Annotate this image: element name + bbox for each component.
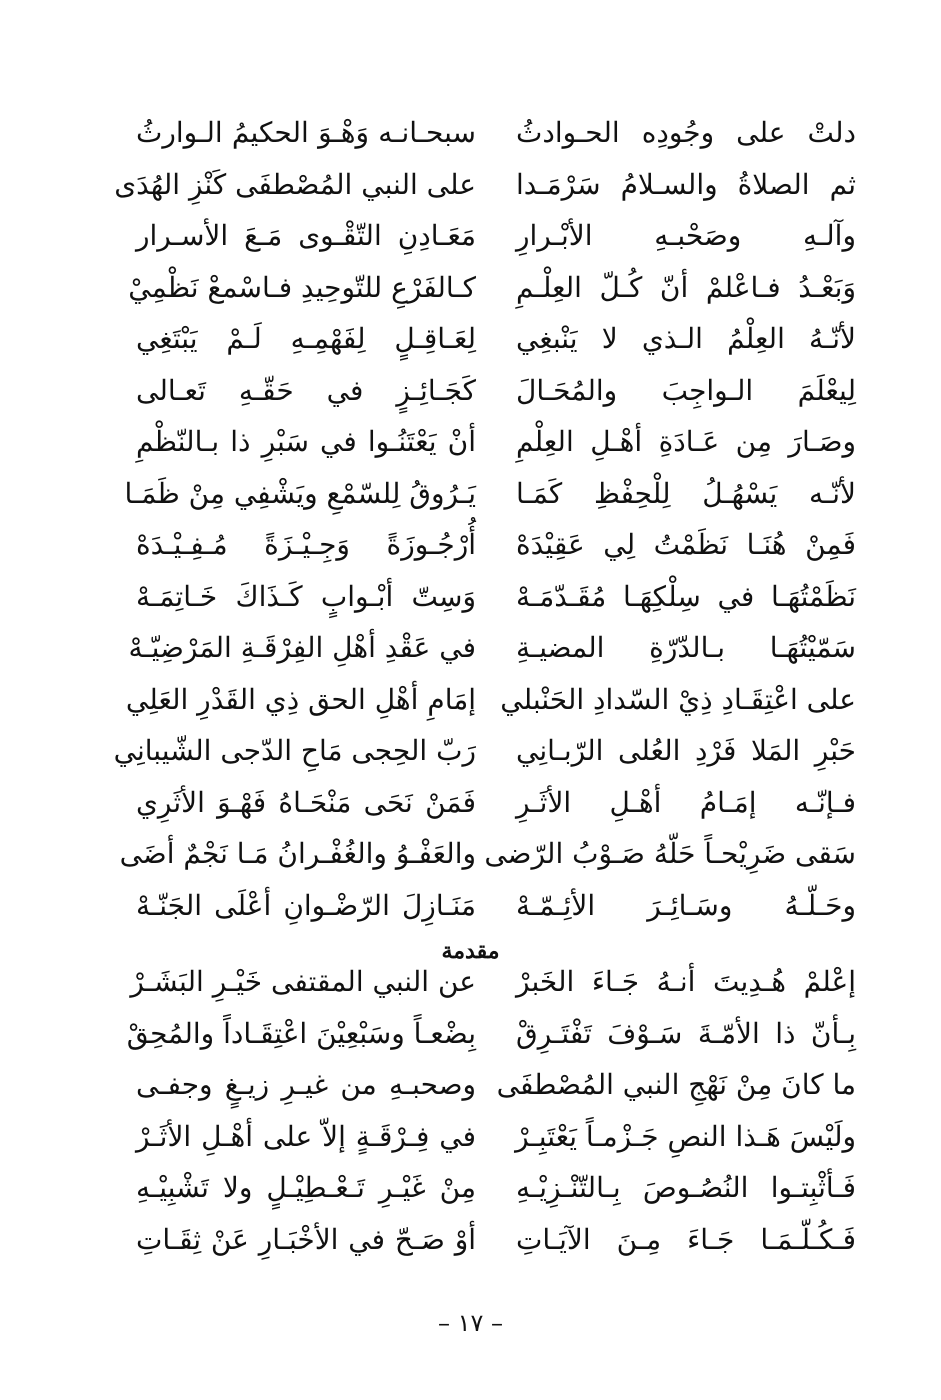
page-number: – ١٧ – xyxy=(437,1309,504,1337)
second-hemistich: كـالفَرْعِ للتّوحِيدِ فـاسْمعْ نَظْمِيْ xyxy=(128,270,476,304)
second-hemistich: والعَفْـوُ والغُفْـرانُ مَـا نَجْمٌ أضَى xyxy=(119,837,476,870)
first-hemistich: إعْلمْ هُـدِيتَ أنـهُ جَـاءَ الخَبرْ xyxy=(516,965,856,998)
second-hemistich: مِنْ غَيْـرِ تَـعْـطِيْـلٍ ولا تَشْبِيْـهِ xyxy=(136,1171,476,1204)
couplet xyxy=(0,828,941,880)
first-hemistich: فَمِنْ هُنَـا نَظَمْتُ لِي عَقِيْدَهْ xyxy=(516,528,856,561)
couplet xyxy=(0,571,941,623)
first-hemistich: نَظَمْتُهَـا في سِلْكِهَـا مُقَـدّمَـهْ xyxy=(516,579,856,613)
second-hemistich: لِعَـاقِـلٍ لِفَهْمِـهِ لَـمْ يَبْتَغِي xyxy=(136,322,476,355)
couplet xyxy=(0,416,941,468)
first-hemistich: فَـأثْبِتـوا النُصُـوصَ بِـالتّنْـزِيْـهِ xyxy=(516,1171,856,1204)
couplet xyxy=(0,468,941,520)
first-hemistich: وآلـهِ وصَحْبـهِ الأبْـرارِ xyxy=(516,219,856,252)
first-hemistich: لأنّـهُ العِلْمُ الـذي لا يَنْبغِي xyxy=(516,322,856,355)
couplet xyxy=(0,674,941,726)
couplet xyxy=(0,107,941,159)
first-hemistich: لِيعْلَمَ الـواجِبَ والمُحَـالَ xyxy=(516,373,856,407)
second-hemistich: سبحـانـه وَهْـوَ الحكيمُ الـوارثُ xyxy=(136,116,476,149)
first-hemistich: سَمّيْتُهَـا بـالدّرّةِ المضيـةِ xyxy=(516,631,856,664)
couplet xyxy=(0,210,941,262)
poem-part-2 xyxy=(0,956,941,1265)
first-hemistich: وَبَعْـدُ فـاعْلمْ أنّ كُـلّ العِلْـمِ xyxy=(516,270,856,304)
first-hemistich: سَقى ضَرِيْحـاً حَلّهُ صَـوْبُ الرّضى xyxy=(484,837,856,870)
second-hemistich: فَمَنْ نَحَى مَنْحَـاهُ فَهْـوَ الأثَرِي xyxy=(136,785,476,819)
couplet xyxy=(0,1214,941,1266)
couplet xyxy=(0,1111,941,1163)
second-hemistich: رَبّ الحِجى مَاحِ الدّجى الشّيبانِي xyxy=(113,734,476,767)
first-hemistich: دلتْ على وجُودِه الحـوادثُ xyxy=(516,116,856,149)
couplet xyxy=(0,956,941,1008)
second-hemistich: أنْ يَعْتَنُـوا في سَبْرِ ذا بـالنّظْمِ xyxy=(136,425,476,458)
couplet xyxy=(0,262,941,314)
first-hemistich: فـإنّـه إمَـامُ أهْـلِ الأثَـرِ xyxy=(516,785,856,819)
couplet xyxy=(0,1162,941,1214)
couplet xyxy=(0,159,941,211)
couplet xyxy=(0,365,941,417)
second-hemistich: بِضْعـاً وسَبْعِيْنَ اعْتِقَـاداً والمُحِقْ xyxy=(126,1016,476,1050)
first-hemistich: بِـأنّ ذا الأمّـةَ سَـوْفَ تَفْتَـرِقْ xyxy=(516,1016,856,1050)
second-hemistich: كَجَـائِـزٍ في حَقّـهِ تَعـالى xyxy=(136,373,476,407)
section-heading: مقدمة xyxy=(441,938,500,964)
first-hemistich: على اعْتِقَـادِ ذِيْ السّدادِ الحَنْبلي xyxy=(500,682,856,716)
first-hemistich: وصَـارَ مِن عَـادَةِ أهْـلِ العِلْمِ xyxy=(516,425,856,458)
couplet xyxy=(0,725,941,777)
second-hemistich: وصحبـهِ من غيـرِ زيـغٍ وجفـى xyxy=(136,1068,476,1101)
first-hemistich: حَبْرِ المَلا فَرْدِ العُلى الرّبـانِي xyxy=(516,734,856,767)
couplet xyxy=(0,1059,941,1111)
second-hemistich: في عَقْدِ أهْلِ الفِرْقَـةِ المَرْضِيّـهْ xyxy=(128,631,476,664)
second-hemistich: على النبي المُصْطفَى كَنْزِ الهُدَى xyxy=(114,167,476,201)
couplet xyxy=(0,313,941,365)
couplet xyxy=(0,777,941,829)
second-hemistich: مَنَـازِلَ الرّضْـوانِ أعْلَى الجَنّـهْ xyxy=(136,888,476,922)
first-hemistich: ما كانَ مِنْ نَهْجِ النبي المُصْطفَى xyxy=(496,1068,856,1101)
couplet xyxy=(0,1008,941,1060)
second-hemistich: أوْ صَـحّ في الأخْبَـارِ عَنْ ثِقَـاتِ xyxy=(136,1222,476,1256)
first-hemistich: لأنّـه يَسْهُـلُ لِلْحِفْظِ كَمَـا xyxy=(516,476,856,510)
couplet xyxy=(0,622,941,674)
second-hemistich: عن النبي المقتفى خَيْـرِ البَشَـرْ xyxy=(130,965,476,998)
second-hemistich: في فِـرْقَـةٍ إلاّ على أهْـلِ الأثَـرْ xyxy=(136,1119,476,1153)
poem-part-1 xyxy=(0,107,941,931)
second-hemistich: إمَامِ أهْلِ الحق ذِي القَدْرِ العَلِي xyxy=(125,682,476,716)
second-hemistich: مَعَـادِنِ التّقْـوى مَـعَ الأسـرار xyxy=(136,219,476,252)
first-hemistich: فَـكُـلّـمَـا جَـاءَ مِـنَ الآيَـاتِ xyxy=(516,1222,856,1256)
second-hemistich: أُرْجُـوزَةً وَجِـيْـزَةً مُـفِـيْـدَهْ xyxy=(136,528,476,561)
second-hemistich: وَسِتّ أبْـوابٍ كَـذَاكَ خَـاتِمَـهْ xyxy=(136,579,476,613)
second-hemistich: يَـرُوقُ لِلسّمْعِ ويَشْفِي مِنْ ظَمَـا xyxy=(124,476,476,510)
couplet xyxy=(0,880,941,932)
first-hemistich: وحَـلّـهُ وسَـائِـرَ الأئِـمّـهْ xyxy=(516,888,856,922)
first-hemistich: ثم الصلاةُ والسـلامُ سَرْمَـدا xyxy=(516,167,856,201)
couplet xyxy=(0,519,941,571)
first-hemistich: ولَيْسَ هَـذا النصِ جَـزْمـاً يَعْتَبِـرْ xyxy=(515,1119,856,1153)
